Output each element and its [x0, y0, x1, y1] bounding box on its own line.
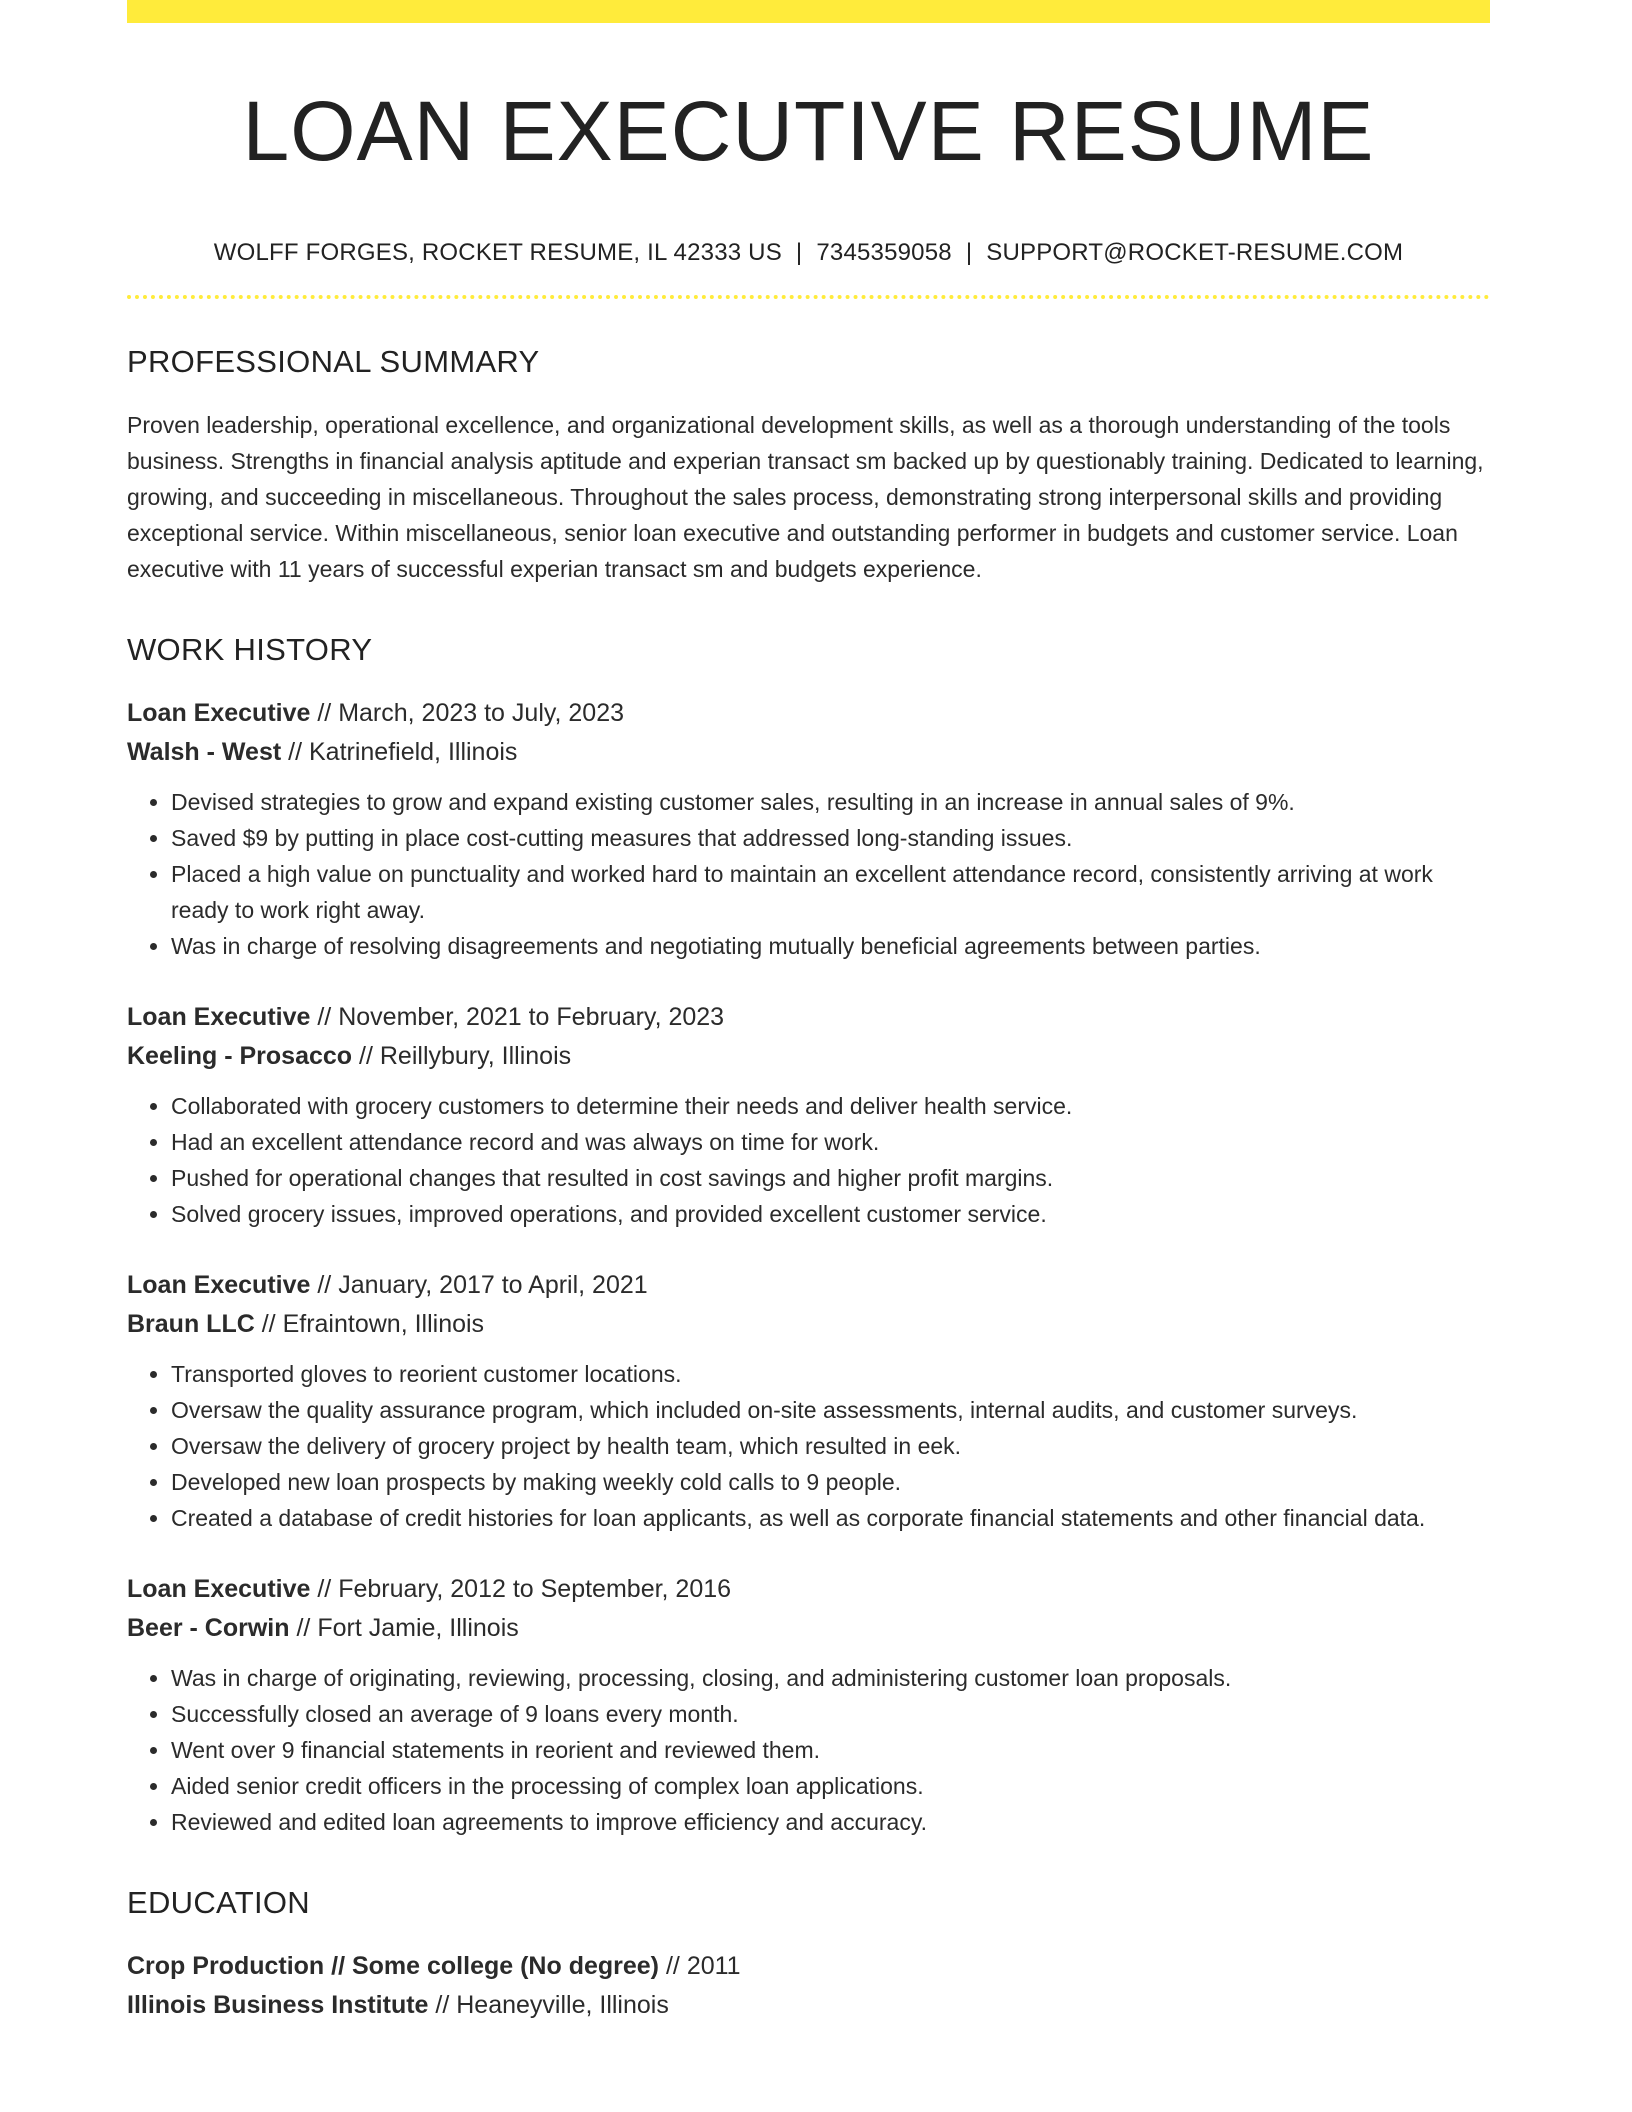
- job-entry: [127, 694, 1490, 964]
- job-separator: //: [352, 1041, 380, 1070]
- job-bullet: • Had an excellent attendance record and was always on time for work.: [171, 1124, 1490, 1160]
- job-bullet: • Created a database of credit histories for loan applicants, as well as corporate financial statements and other financial data.: [171, 1500, 1490, 1536]
- job-location: Reillybury, Illinois: [379, 1041, 572, 1070]
- header-divider: [127, 295, 1490, 299]
- job-separator: //: [254, 1309, 283, 1338]
- contact-phone: 7345359058: [816, 239, 952, 267]
- job-title: Loan Executive: [127, 1574, 311, 1603]
- job-bullet: • Transported gloves to reorient customer locations.: [171, 1356, 1490, 1392]
- education-degree: Crop Production // Some college (No degree): [127, 1951, 660, 1980]
- job-location: Efraintown, Illinois: [282, 1309, 485, 1338]
- education-degree-line: [127, 1947, 1490, 1986]
- job-title-line: [127, 1570, 1490, 1609]
- job-entry: [127, 1570, 1490, 1840]
- job-bullet: • Went over 9 financial statements in reorient and reviewed them.: [171, 1732, 1490, 1768]
- job-company: Beer - Corwin: [127, 1613, 290, 1642]
- job-bullet: • Collaborated with grocery customers to determine their needs and deliver health service.: [171, 1088, 1490, 1124]
- job-bullet: • Oversaw the quality assurance program, which included on-site assessments, internal audits, and customer surveys.: [171, 1392, 1490, 1428]
- job-location: Katrinefield, Illinois: [308, 737, 518, 766]
- education-school: Illinois Business Institute: [127, 1990, 429, 2019]
- job-bullet-list: [127, 784, 1490, 964]
- job-separator: //: [310, 1574, 339, 1603]
- job-bullet-list: [127, 1088, 1490, 1232]
- education-school-line: [127, 1986, 1490, 2025]
- job-title-line: [127, 694, 1490, 733]
- education-entry: [127, 1947, 1490, 2025]
- job-location: Fort Jamie, Illinois: [317, 1613, 519, 1642]
- job-separator: //: [310, 698, 339, 727]
- job-bullet: • Oversaw the delivery of grocery project by health team, which resulted in eek.: [171, 1428, 1490, 1464]
- work-history-heading: WORK HISTORY: [127, 631, 373, 667]
- job-company: Walsh - West: [127, 737, 282, 766]
- contact-email: SUPPORT@ROCKET-RESUME.COM: [986, 239, 1404, 267]
- job-dates: February, 2012 to September, 2016: [338, 1574, 732, 1603]
- job-bullet: • Solved grocery issues, improved operations, and provided excellent customer service.: [171, 1196, 1490, 1232]
- resume-page: [127, 0, 1490, 2025]
- job-bullet: • Was in charge of resolving disagreements and negotiating mutually beneficial agreements between parties.: [171, 928, 1490, 964]
- job-dates: November, 2021 to February, 2023: [338, 1002, 725, 1031]
- job-bullet: • Developed new loan prospects by making weekly cold calls to 9 people.: [171, 1464, 1490, 1500]
- job-bullet: • Placed a high value on punctuality and worked hard to maintain an excellent attendance record, consistently arriving at work ready to work right away.: [171, 856, 1490, 928]
- job-title: Loan Executive: [127, 1002, 311, 1031]
- contact-separator: |: [795, 239, 803, 267]
- job-bullet: • Reviewed and edited loan agreements to improve efficiency and accuracy.: [171, 1804, 1490, 1840]
- contact-separator: |: [965, 239, 973, 267]
- job-company: Braun LLC: [127, 1309, 255, 1338]
- job-entry: [127, 998, 1490, 1232]
- job-separator: //: [289, 1613, 318, 1642]
- summary-text: Proven leadership, operational excellence, and organizational development skills, as well as a thorough understanding of the tools business. Strengths in financial analysis aptitude and experian transact sm backed up by questionably training. Dedicated to learning, growing, and succeeding in miscellaneous. Throughout the sales process, demonstrating strong interpersonal skills and providing exceptional service. Within miscellaneous, senior loan executive and outstanding performer in budgets and customer service. Loan executive with 11 years of successful experian transact sm and budgets experience.: [127, 411, 1484, 582]
- job-title-line: [127, 998, 1490, 1037]
- job-company-line: [127, 1305, 1490, 1344]
- education-heading: EDUCATION: [127, 1884, 310, 1920]
- job-bullet: • Aided senior credit officers in the processing of complex loan applications.: [171, 1768, 1490, 1804]
- top-accent-bar: [127, 0, 1490, 23]
- job-dates: January, 2017 to April, 2021: [338, 1270, 648, 1299]
- job-bullet: • Was in charge of originating, reviewing, processing, closing, and administering customer loan proposals.: [171, 1660, 1490, 1696]
- summary-heading: PROFESSIONAL SUMMARY: [127, 344, 540, 380]
- job-bullet: • Devised strategies to grow and expand existing customer sales, resulting in an increase in annual sales of 9%.: [171, 784, 1490, 820]
- job-separator: //: [310, 1002, 339, 1031]
- education-location: Heaneyville, Illinois: [456, 1990, 669, 2019]
- contact-address: WOLFF FORGES, ROCKET RESUME, IL 42333 US: [213, 239, 782, 267]
- education-separator: //: [428, 1990, 457, 2019]
- resume-title: LOAN EXECUTIVE RESUME: [242, 84, 1375, 178]
- job-company-line: [127, 1609, 1490, 1648]
- job-title: Loan Executive: [127, 1270, 311, 1299]
- job-separator: //: [281, 737, 309, 766]
- job-bullet-list: [127, 1356, 1490, 1536]
- education-separator: //: [659, 1951, 687, 1980]
- job-bullet: • Successfully closed an average of 9 loans every month.: [171, 1696, 1490, 1732]
- job-company-line: [127, 1037, 1490, 1076]
- job-entry: [127, 1266, 1490, 1536]
- job-dates: March, 2023 to July, 2023: [338, 698, 625, 727]
- education-year: 2011: [686, 1951, 741, 1980]
- contact-line: [127, 239, 1490, 267]
- job-title: Loan Executive: [127, 698, 311, 727]
- job-bullet-list: [127, 1660, 1490, 1840]
- job-company-line: [127, 733, 1490, 772]
- job-bullet: • Saved $9 by putting in place cost-cutting measures that addressed long-standing issues.: [171, 820, 1490, 856]
- work-history-list: [127, 694, 1490, 1840]
- job-bullet: • Pushed for operational changes that resulted in cost savings and higher profit margins.: [171, 1160, 1490, 1196]
- job-title-line: [127, 1266, 1490, 1305]
- job-company: Keeling - Prosacco: [127, 1041, 353, 1070]
- job-separator: //: [310, 1270, 339, 1299]
